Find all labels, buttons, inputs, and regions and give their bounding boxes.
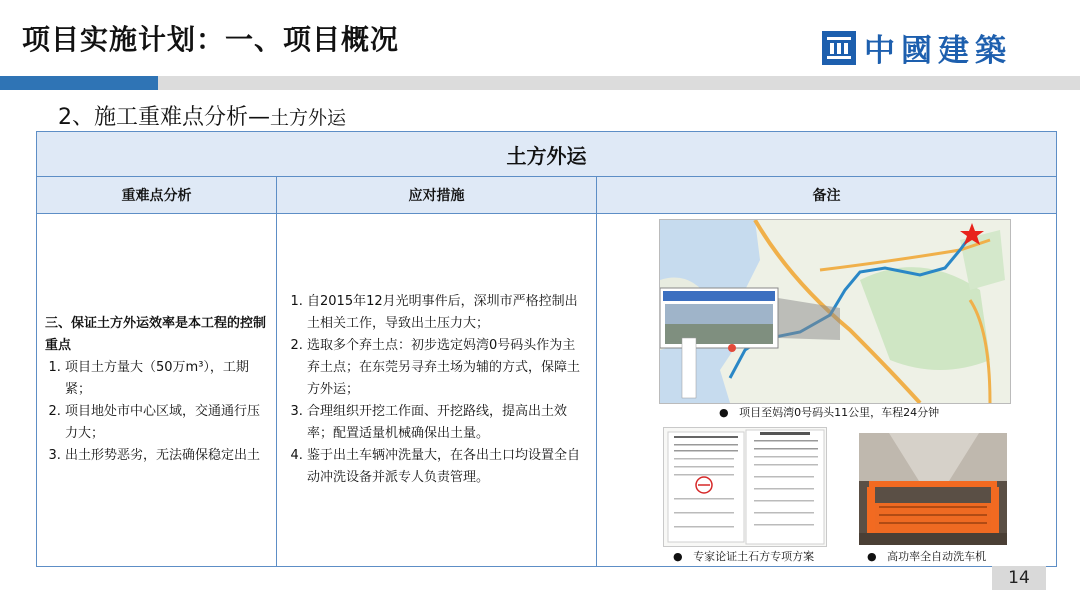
expert-review-document-image (663, 427, 827, 547)
analysis-list (45, 357, 268, 467)
list-item: 4. 鉴于出土车辆冲洗量大，在各出土口均设置全自动冲洗设备并派专人负责管理。 (307, 445, 588, 489)
bullet-dot-icon: ● (719, 406, 729, 419)
company-logo (822, 25, 1012, 70)
car-wash-machine-image (859, 433, 1007, 545)
analysis-heading: 三、保证土方外运效率是本工程的控制重点 (45, 316, 267, 353)
list-item: 3. 出土形势恶劣，无法确保稳定出土 (65, 445, 268, 467)
column-header-measures: 应对措施 (277, 177, 597, 214)
column-header-analysis: 重难点分析 (37, 177, 277, 214)
page-title: 项目实施计划：一、项目概况 (22, 23, 400, 56)
logo-emblem-icon (822, 31, 856, 65)
column-header-notes: 备注 (597, 177, 1057, 214)
measures-cell (277, 214, 597, 567)
doc-caption-text: 专家论证土石方专项方案 (693, 550, 815, 563)
map-caption (719, 404, 939, 420)
measures-list (285, 291, 588, 489)
earthwork-table (36, 131, 1057, 567)
bullet-dot-icon: ● (673, 550, 683, 563)
list-item: 2. 选取多个弃土点：初步选定妈湾0号码头作为主弃土点；在东莞另寻弃土场为辅的方式，保障土方外运； (307, 335, 588, 401)
list-item: 1. 项目土方量大（50万m³），工期紧； (65, 357, 268, 401)
list-item: 1. 自2015年12月光明事件后，深圳市严格控制出土相关工作，导致出土压力大； (307, 291, 588, 335)
subtitle-topic: 土方外运 (270, 107, 347, 129)
logo-text: 中國建築 (864, 33, 1012, 69)
notes-cell (597, 214, 1057, 567)
bullet-dot-icon: ● (867, 550, 877, 563)
list-item: 2. 项目地处市中心区域，交通通行压力大； (65, 401, 268, 445)
section-subtitle (58, 100, 346, 131)
page-number: 14 (992, 566, 1046, 590)
wash-caption-text: 高功率全自动洗车机 (887, 550, 987, 563)
list-item: 3. 合理组织开挖工作面、开挖路线，提高出土效率；配置适量机械确保出土量。 (307, 401, 588, 445)
doc-caption (673, 548, 814, 564)
table-title: 土方外运 (37, 132, 1057, 177)
route-map-image (659, 219, 1011, 404)
subtitle-main: 2、施工重难点分析— (58, 105, 270, 130)
map-caption-text: 项目至妈湾0号码头11公里，车程24分钟 (739, 406, 940, 419)
analysis-cell (37, 214, 277, 567)
wash-caption (867, 548, 986, 564)
header-divider-accent (0, 76, 158, 90)
header-divider-band (0, 76, 1080, 90)
